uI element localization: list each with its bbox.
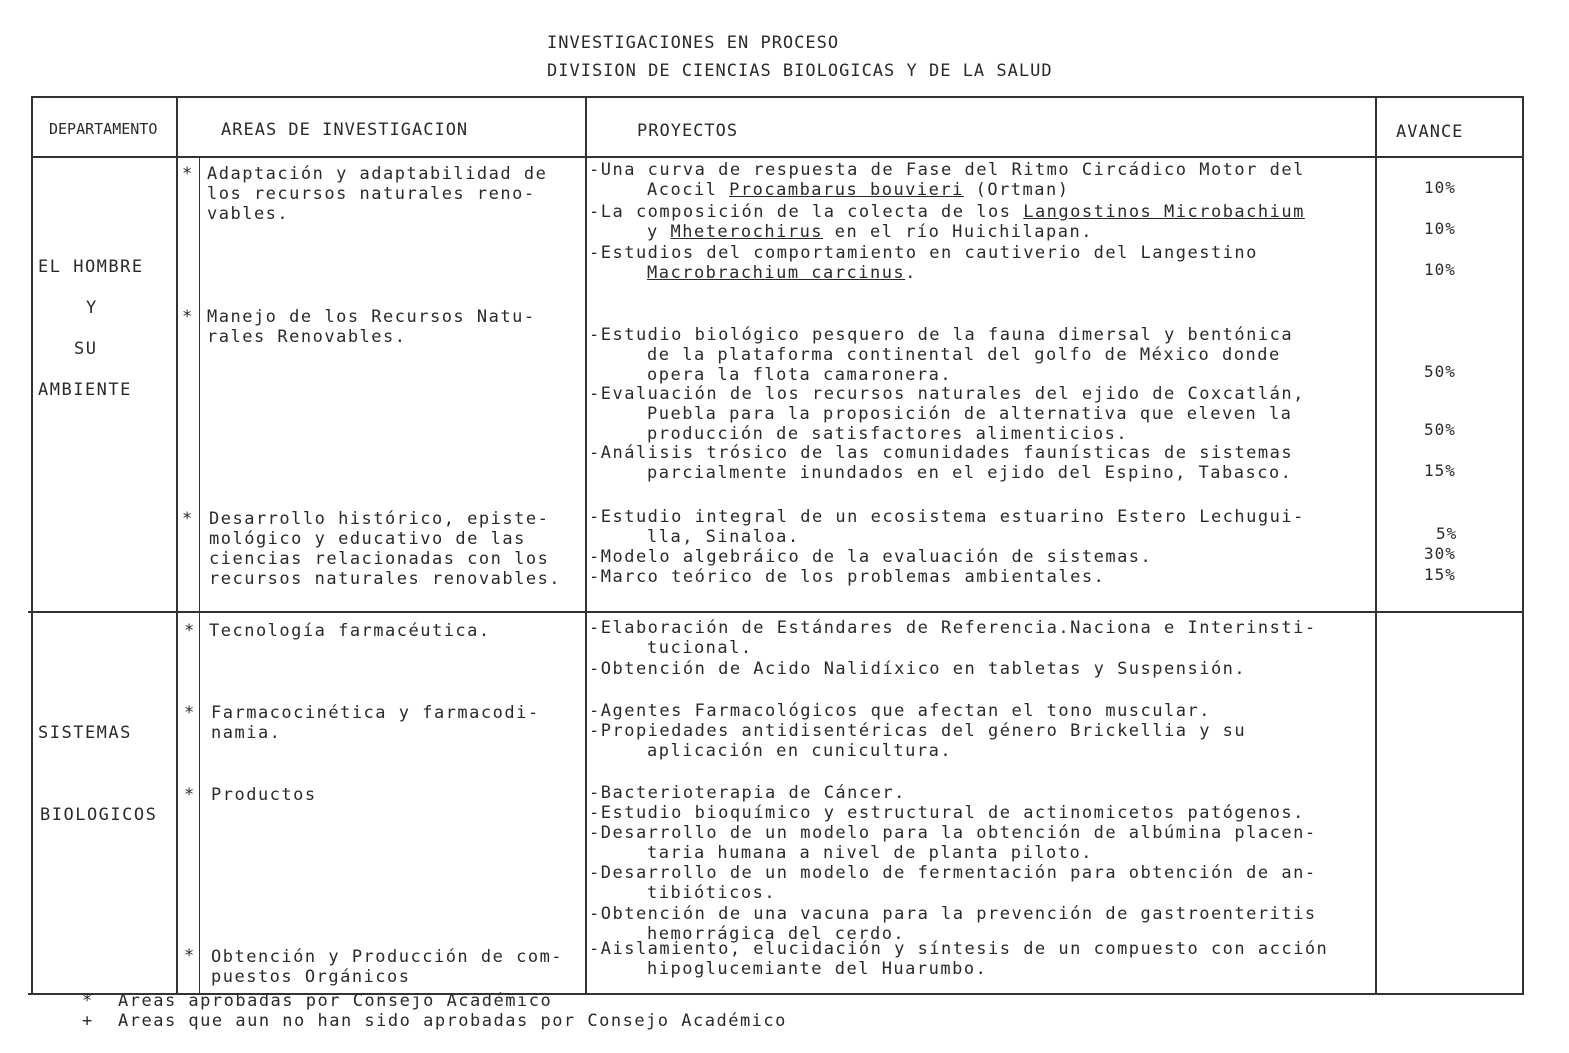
avance-value: 15%: [1424, 565, 1456, 584]
area-marker: *: [184, 785, 196, 805]
area-item: Adaptación y adaptabilidad de los recursos naturales reno- vables.: [207, 164, 548, 224]
avance-value: 10%: [1424, 219, 1456, 238]
project-item: -Agentes Farmacológicos que afectan el tono muscular.: [589, 701, 1211, 721]
project-item: -Modelo algebráico de la evaluación de sistemas.: [589, 547, 1153, 567]
project-item: -La composición de la colecta de los Langostinos Microbachium y Mheterochirus en el río Huichilapan.: [589, 202, 1305, 242]
project-item: -Desarrollo de un modelo de fermentación para obtención de an- tibióticos.: [589, 863, 1317, 903]
project-item: -Estudio biológico pesquero de la fauna dimersal y bentónica de la plataforma continental del golfo de México donde opera la flota camaronera.: [589, 325, 1294, 385]
area-marker: *: [182, 307, 194, 327]
project-item: -Análisis trósico de las comunidades faunísticas de sistemas parcialmente inundados en el ejido del Espino, Tabasco.: [589, 443, 1294, 483]
project-item: -Evaluación de los recursos naturales del ejido de Coxcatlán, Puebla para la proposición de alternativa que eleven la producción de satisfactores alimenticios.: [589, 384, 1305, 444]
dept-name-line: SU: [74, 339, 98, 359]
header-departamento: DEPARTAMENTO: [49, 120, 158, 138]
area-item: Productos: [211, 785, 317, 805]
avance-value: 10%: [1424, 260, 1456, 279]
dept-name-line: AMBIENTE: [38, 380, 132, 400]
page-subtitle: DIVISION DE CIENCIAS BIOLOGICAS Y DE LA SALUD: [547, 61, 1053, 81]
area-item: Desarrollo histórico, episte- mológico y educativo de las ciencias relacionadas con los recursos naturales renovables.: [209, 509, 562, 589]
dept-name-line: EL HOMBRE: [38, 257, 144, 277]
footnote-marker: *: [82, 991, 94, 1011]
avance-value: 30%: [1424, 544, 1456, 563]
avance-value: 5%: [1436, 524, 1458, 543]
area-marker: *: [184, 703, 196, 723]
area-item: Tecnología farmacéutica.: [209, 621, 491, 641]
avance-value: 10%: [1424, 178, 1456, 197]
avance-value: 50%: [1424, 420, 1456, 439]
area-marker: *: [184, 946, 196, 966]
project-item: -Aislamiento, elucidación y síntesis de un compuesto con acción hipoglucemiante del Huarumbo.: [589, 939, 1329, 979]
header-avance: AVANCE: [1396, 122, 1464, 142]
dept-name-line: Y: [86, 298, 98, 318]
project-item: -Obtención de Acido Nalidíxico en tabletas y Suspensión.: [589, 659, 1247, 679]
area-item: Obtención y Producción de com- puestos Orgánicos: [211, 947, 564, 987]
footnote-text: Areas aprobadas por Consejo Académico: [118, 991, 553, 1011]
area-marker: *: [184, 621, 196, 641]
footnote-marker: +: [82, 1011, 94, 1031]
header-areas: AREAS DE INVESTIGACION: [221, 120, 469, 140]
avance-value: 15%: [1424, 461, 1456, 480]
area-marker: *: [182, 164, 194, 184]
project-item: -Estudio bioquímico y estructural de actinomicetos patógenos.: [589, 803, 1305, 823]
project-item: -Estudios del comportamiento en cautiverio del Langestino Macrobrachium carcinus.: [589, 243, 1258, 283]
project-item: -Obtención de una vacuna para la prevención de gastroenteritis hemorrágica del cerdo.: [589, 904, 1317, 944]
project-item: -Una curva de respuesta de Fase del Ritmo Circádico Motor del Acocil Procambarus bouvieri (Ortman): [589, 160, 1305, 200]
project-item: -Propiedades antidisentéricas del género Brickellia y su aplicación en cunicultura.: [589, 721, 1247, 761]
area-item: Farmacocinética y farmacodi- namia.: [211, 703, 540, 743]
dept-name-line: SISTEMAS: [38, 723, 132, 743]
project-item: -Bacterioterapia de Cáncer.: [589, 783, 906, 803]
area-item: Manejo de los Recursos Natu- rales Renovables.: [207, 307, 536, 347]
area-marker: *: [182, 509, 194, 529]
project-item: -Elaboración de Estándares de Referencia.Naciona e Interinsti- tucional.: [589, 618, 1317, 658]
footnote-text: Areas que aun no han sido aprobadas por Consejo Académico: [118, 1011, 787, 1031]
project-item: -Estudio integral de un ecosistema estuarino Estero Lechugui- lla, Sinaloa.: [589, 507, 1305, 547]
header-proyectos: PROYECTOS: [637, 121, 739, 141]
project-item: -Marco teórico de los problemas ambientales.: [589, 567, 1106, 587]
dept-name-line: BIOLOGICOS: [40, 805, 158, 825]
project-item: -Desarrollo de un modelo para la obtención de albúmina placen- taria humana a nivel de planta piloto.: [589, 823, 1317, 863]
avance-value: 50%: [1424, 362, 1456, 381]
page-title: INVESTIGACIONES EN PROCESO: [547, 33, 840, 53]
